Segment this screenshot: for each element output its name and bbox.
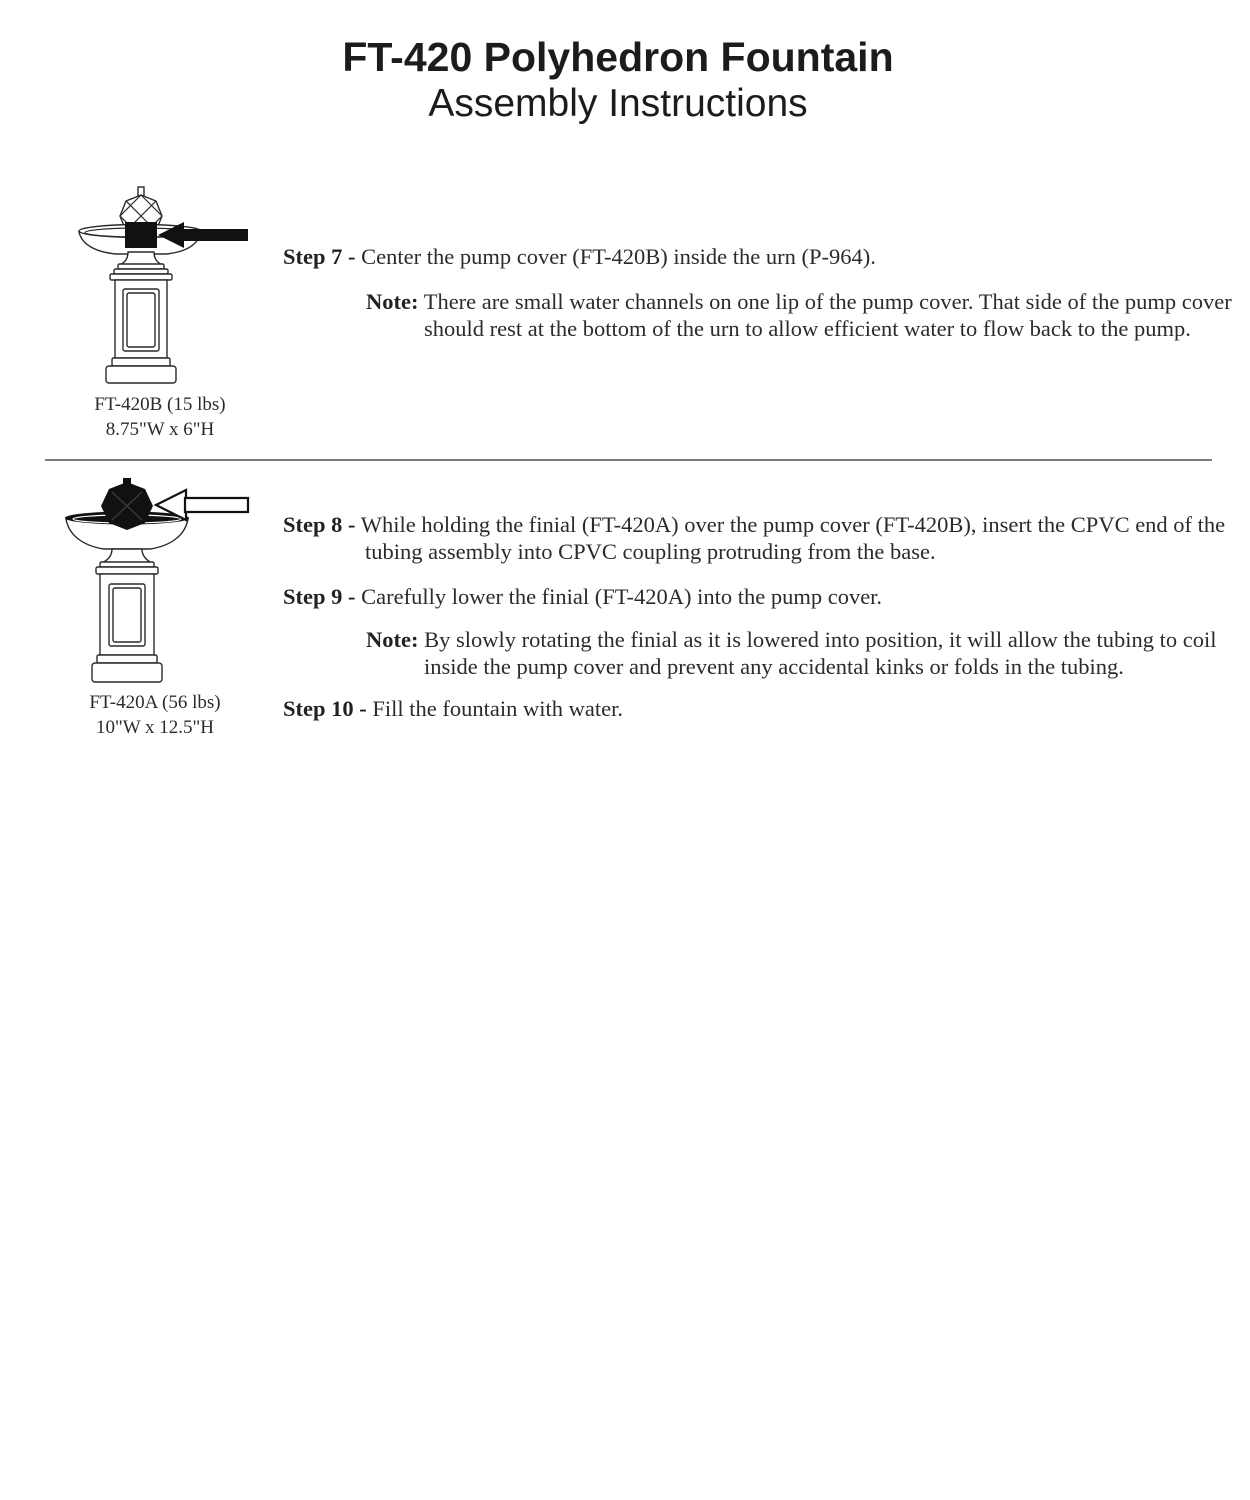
figure-label-ft420b xyxy=(55,392,265,442)
note-1-label: Note: xyxy=(366,289,419,314)
fountain-diagram-ft420b xyxy=(76,185,251,387)
note-2-text: By slowly rotating the finial as it is lowered into position, it will allow the tubing to coil inside the pump cover and prevent any accidental kinks or folds in the tubing. xyxy=(424,627,1217,679)
figure-label-ft420a-line2: 10"W x 12.5"H xyxy=(95,717,215,738)
note-2-paragraph xyxy=(366,626,1240,680)
figure-label-ft420a xyxy=(50,690,260,740)
step-8-text: While holding the finial (FT-420A) over the pump cover (FT-420B), insert the CPVC end of the tubing assembly into CPVC coupling protruding from the base. xyxy=(360,512,1226,564)
fountain-diagram-ft420a xyxy=(64,478,254,686)
step-8-label: Step 8 - xyxy=(283,512,356,537)
step-10-paragraph xyxy=(283,695,1250,722)
note-1-text: There are small water channels on one lip of the pump cover. That side of the pump cover should rest at the bottom of the urn to allow efficient water to flow back to the pump. xyxy=(423,289,1232,341)
step-10-label: Step 10 - xyxy=(283,696,367,721)
step-10-text: Fill the fountain with water. xyxy=(372,696,623,721)
figure-label-ft420b-line2: 8.75"W x 6"H xyxy=(105,419,215,440)
step-7-label: Step 7 - xyxy=(283,244,356,269)
step-9-label: Step 9 - xyxy=(283,584,356,609)
note-2-label: Note: xyxy=(366,627,419,652)
polyhedron-finial-black-icon xyxy=(101,478,153,530)
section-divider xyxy=(45,459,1212,461)
step-9-paragraph xyxy=(283,583,1250,610)
pump-cover-block xyxy=(125,222,157,248)
pedestal xyxy=(106,252,176,383)
step-7-text: Center the pump cover (FT-420B) inside the urn (P-964). xyxy=(361,244,876,269)
page-title: FT-420 Polyhedron Fountain xyxy=(342,34,894,80)
step-9-text: Carefully lower the finial (FT-420A) into the pump cover. xyxy=(361,584,883,609)
page-subtitle: Assembly Instructions xyxy=(428,82,808,125)
figure-label-ft420a-line1: FT-420A (56 lbs) xyxy=(89,692,221,713)
note-1-paragraph xyxy=(366,288,1248,342)
figure-label-ft420b-line1: FT-420B (15 lbs) xyxy=(94,394,226,415)
pedestal xyxy=(92,549,162,682)
step-7-paragraph xyxy=(283,243,1250,270)
step-8-paragraph xyxy=(283,511,1250,565)
